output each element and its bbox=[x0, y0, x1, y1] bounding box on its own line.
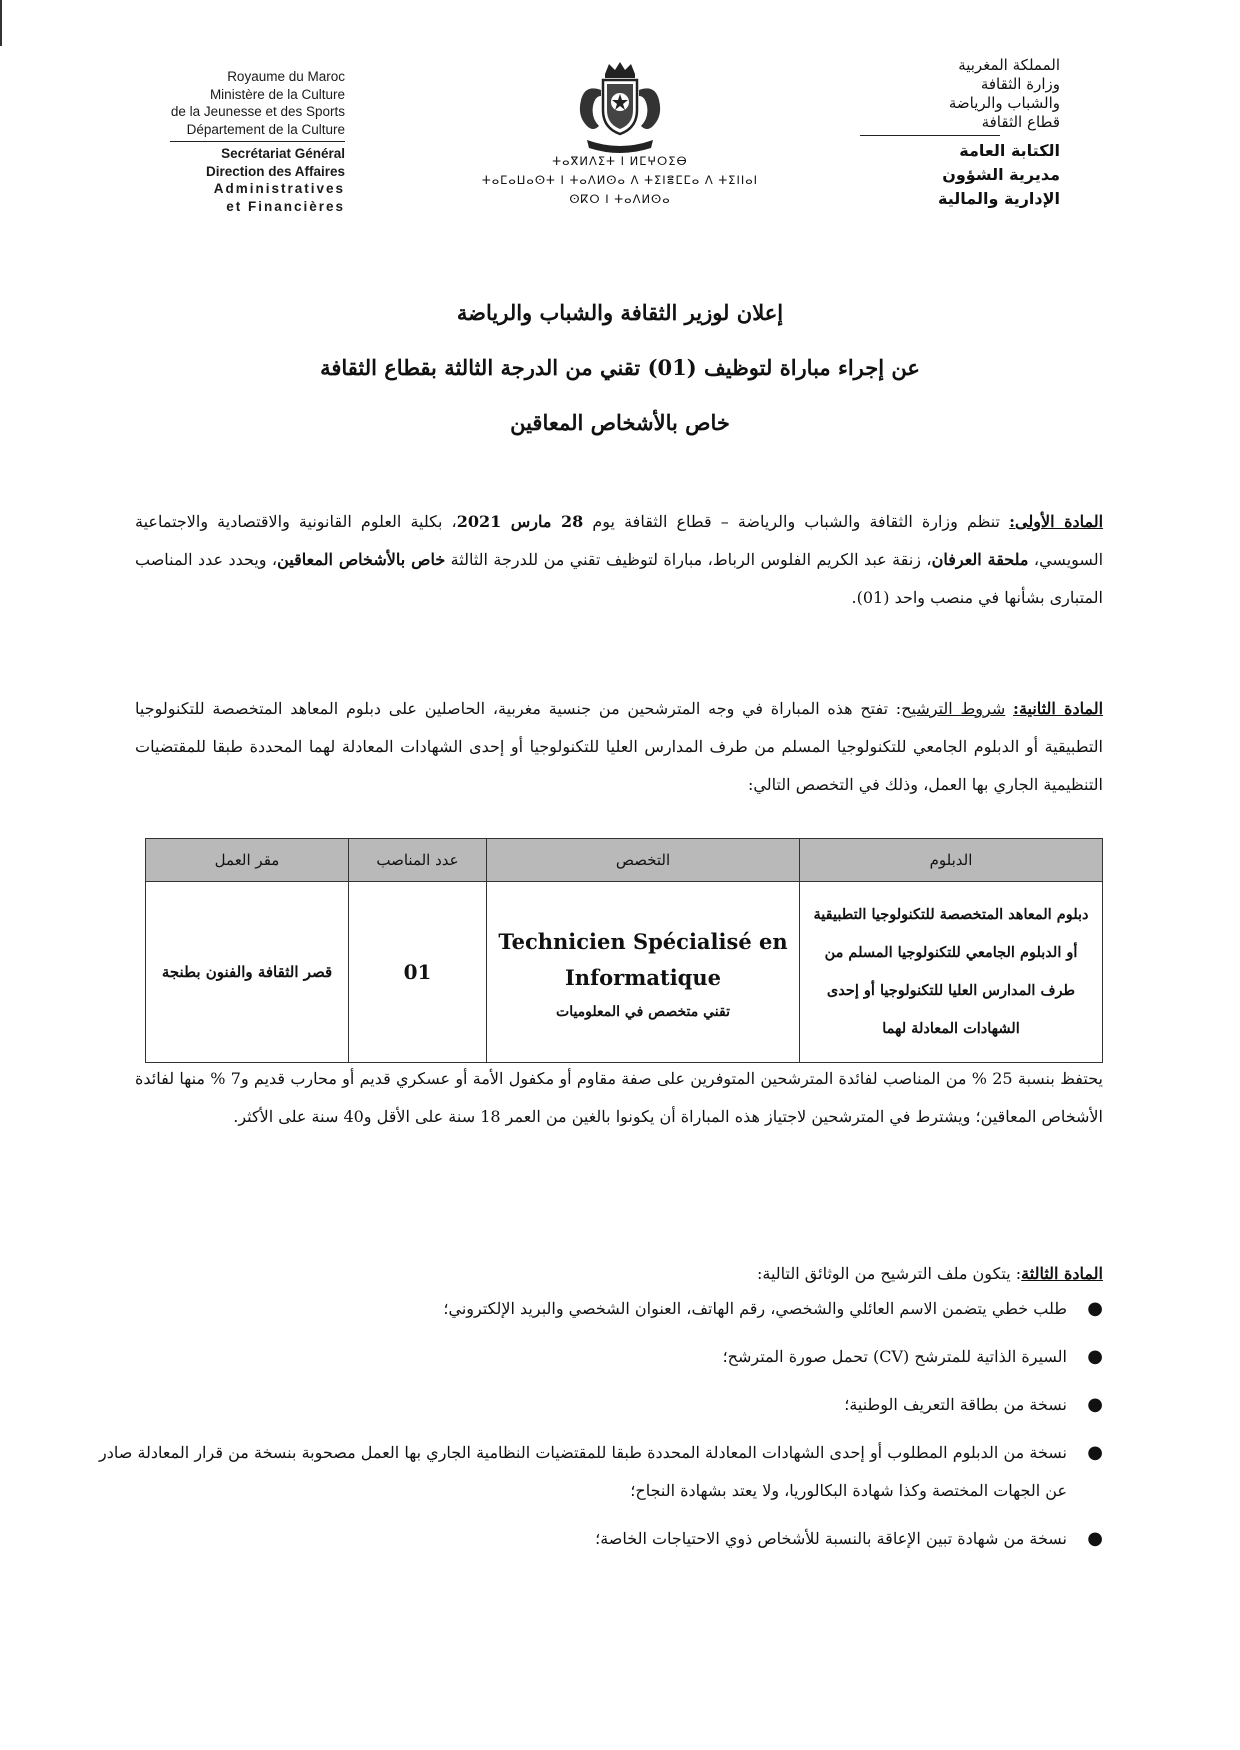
header-tifinagh-line: ⵙⴽⵔ ⵏ ⵜⴰⴷⵍⵙⴰ bbox=[569, 192, 671, 206]
header-ar-line: مديرية الشؤون bbox=[942, 165, 1060, 184]
required-documents-list bbox=[99, 1290, 1103, 1568]
announcement-title-line-3: خاص بالأشخاص المعاقين bbox=[510, 410, 730, 435]
article-1-date: 28 مارس 2021 bbox=[456, 512, 584, 531]
article-1-label: المادة الأولى: bbox=[1009, 512, 1104, 531]
announcement-title-line-1: إعلان لوزير الثقافة والشباب والرياضة bbox=[456, 300, 784, 325]
header-fr-line: Direction des Affaires bbox=[205, 163, 345, 179]
list-item bbox=[99, 1338, 1103, 1376]
list-item-text: طلب خطي يتضمن الاسم العائلي والشخصي، رقم الهاتف، العنوان الشخصي والبريد الإلكتروني؛ bbox=[443, 1299, 1067, 1318]
article-1-annex: ملحقة العرفان bbox=[931, 550, 1029, 569]
bullet-icon: ● bbox=[1087, 1528, 1103, 1549]
bullet-icon: ● bbox=[1087, 1346, 1103, 1367]
header-tifinagh bbox=[480, 152, 760, 209]
list-item-text: نسخة من شهادة تبين الإعاقة بالنسبة للأشخاص ذوي الاحتياجات الخاصة؛ bbox=[595, 1529, 1067, 1548]
table-header-location: مقر العمل bbox=[146, 839, 349, 882]
header-fr-line: Royaume du Maroc bbox=[227, 69, 345, 84]
list-item-text: نسخة من بطاقة التعريف الوطنية؛ bbox=[844, 1395, 1067, 1414]
bullet-icon: ● bbox=[1087, 1442, 1103, 1463]
article-1-text: تنظم وزارة الثقافة والشباب والرياضة – قطاع الثقافة يوم bbox=[583, 512, 1010, 531]
header-ar-divider bbox=[860, 135, 1000, 136]
list-item bbox=[99, 1520, 1103, 1558]
cell-location bbox=[146, 882, 349, 1063]
table-header-specialty: التخصص bbox=[487, 839, 800, 882]
specialty-arabic: تقني متخصص في المعلوميات bbox=[556, 1004, 730, 1020]
header-ar-line: المملكة المغربية bbox=[958, 56, 1060, 74]
list-item bbox=[99, 1386, 1103, 1424]
positions-table bbox=[145, 838, 1103, 1063]
table-header-row bbox=[146, 839, 1103, 882]
article-1-text: ، زنقة عبد الكريم الفلوس الرباط، مباراة لتوظيف تقني من للدرجة الثالثة bbox=[445, 550, 932, 569]
article-1-text: ، بكلية العلوم القانونية والاقتصادية والاجتماعية السويسي، bbox=[135, 512, 1104, 569]
header-ar-line: وزارة الثقافة bbox=[980, 75, 1060, 93]
table-header-count: عدد المناصب bbox=[349, 839, 487, 882]
bullet-icon: ● bbox=[1087, 1394, 1103, 1415]
article-2-text: : تفتح هذه المباراة في وجه المترشحين من جنسية مغربية، الحاصلين على دبلوم المعاهد المتخصصة للتكنولوجيا التطبيقية أو الدبلوم الجامعي للتكنولوجيا المسلم من طرف المدارس العليا للتكنولوجيا أو إحدى الشهادات المعادلة لهما المحددة طبقا للمقتضيات التنظيمية الجاري بها العمل، وذلك في التخصص التالي: bbox=[135, 699, 1103, 794]
diploma-text: دبلوم المعاهد المتخصصة للتكنولوجيا التطبيقية أو الدبلوم الجامعي للتكنولوجيا المسلم من طرف المدارس العليا للتكنولوجيا أو إحدى الشهادات المعادلة لهما bbox=[813, 906, 1089, 1037]
header-fr-divider bbox=[170, 141, 345, 142]
header-fr-line: de la Jeunesse et des Sports bbox=[170, 104, 345, 119]
work-location: قصر الثقافة والفنون بطنجة bbox=[161, 963, 333, 981]
scan-edge-mark bbox=[0, 0, 2, 46]
coat-of-arms-icon bbox=[565, 60, 675, 156]
article-3-text: : يتكون ملف الترشيح من الوثائق التالية: bbox=[757, 1264, 1022, 1283]
header-fr-line: Département de la Culture bbox=[186, 121, 345, 137]
article-1-special: خاص بالأشخاص المعاقين bbox=[277, 550, 446, 569]
header-arabic bbox=[860, 56, 1060, 211]
header-ar-line: الإدارية والمالية bbox=[938, 189, 1060, 208]
article-2 bbox=[135, 690, 1103, 804]
quota-paragraph: يحتفظ بنسبة 25 % من المناصب لفائدة المترشحين المتوفرين على صفة مقاوم أو مكفول الأمة أو عسكري قديم أو محارب قديم و7 % منها لفائدة الأشخاص المعاقين؛ ويشترط في المترشحين لاجتياز هذه المباراة أن يكونوا بالغين من العمر 18 سنة على الأقل و40 سنة على الأكثر. bbox=[135, 1069, 1104, 1126]
header-ar-line: قطاع الثقافة bbox=[981, 113, 1060, 131]
header-french bbox=[130, 68, 345, 215]
header-tifinagh-line: ⵜⴰⴳⵍⴷⵉⵜ ⵏ ⵍⵎⵖⵔⵉⴱ bbox=[552, 154, 688, 168]
article-1 bbox=[135, 503, 1103, 617]
header-fr-line: Secrétariat Général bbox=[221, 146, 345, 161]
cell-specialty bbox=[487, 882, 800, 1063]
header-fr-line: Ministère de la Culture bbox=[209, 86, 345, 102]
specialty-french: Technicien Spécialisé en Informatique bbox=[498, 929, 788, 990]
table-header-diploma: الدبلوم bbox=[800, 839, 1103, 882]
list-item bbox=[99, 1290, 1103, 1328]
article-3 bbox=[135, 1255, 1103, 1293]
positions-count: 01 bbox=[403, 960, 432, 984]
bullet-icon: ● bbox=[1087, 1298, 1103, 1319]
header-tifinagh-line: ⵜⴰⵎⴰⵡⴰⵙⵜ ⵏ ⵜⴰⴷⵍⵙⴰ ⴷ ⵜⵉⵏⴻⵎⵎⴰ ⴷ ⵜⵉⵏⵏⴰⵏ bbox=[481, 173, 759, 187]
cell-diploma bbox=[800, 882, 1103, 1063]
announcement-title-line-2: عن إجراء مباراة لتوظيف (01) تقني من الدرجة الثالثة بقطاع الثقافة bbox=[320, 355, 920, 380]
article-1-text: ، ويحدد عدد المناصب المتبارى بشأنها في منصب واحد (01). bbox=[135, 550, 1103, 607]
article-3-label: المادة الثالثة bbox=[1021, 1264, 1103, 1283]
list-item bbox=[99, 1434, 1103, 1510]
header-fr-line: Administratives bbox=[213, 181, 345, 196]
article-2-subtitle: شروط الترشيح bbox=[901, 699, 1006, 718]
header-ar-line: والشباب والرياضة bbox=[948, 94, 1060, 112]
table-row bbox=[146, 882, 1103, 1063]
cell-count bbox=[349, 882, 487, 1063]
header-ar-line: الكتابة العامة bbox=[959, 141, 1060, 160]
list-item-text: السيرة الذاتية للمترشح (CV) تحمل صورة المترشح؛ bbox=[722, 1347, 1067, 1366]
list-item-text: نسخة من الدبلوم المطلوب أو إحدى الشهادات المعادلة المحددة طبقا للمقتضيات النظامية الجاري بها العمل مصحوبة بنسخة من قرار المعادلة صادر عن الجهات المختصة وكذا شهادة البكالوريا، ولا يعتد بشهادة النجاح؛ bbox=[99, 1443, 1067, 1500]
header-fr-line: et Financières bbox=[226, 198, 345, 214]
article-2-label: المادة الثانية: bbox=[1013, 699, 1104, 718]
